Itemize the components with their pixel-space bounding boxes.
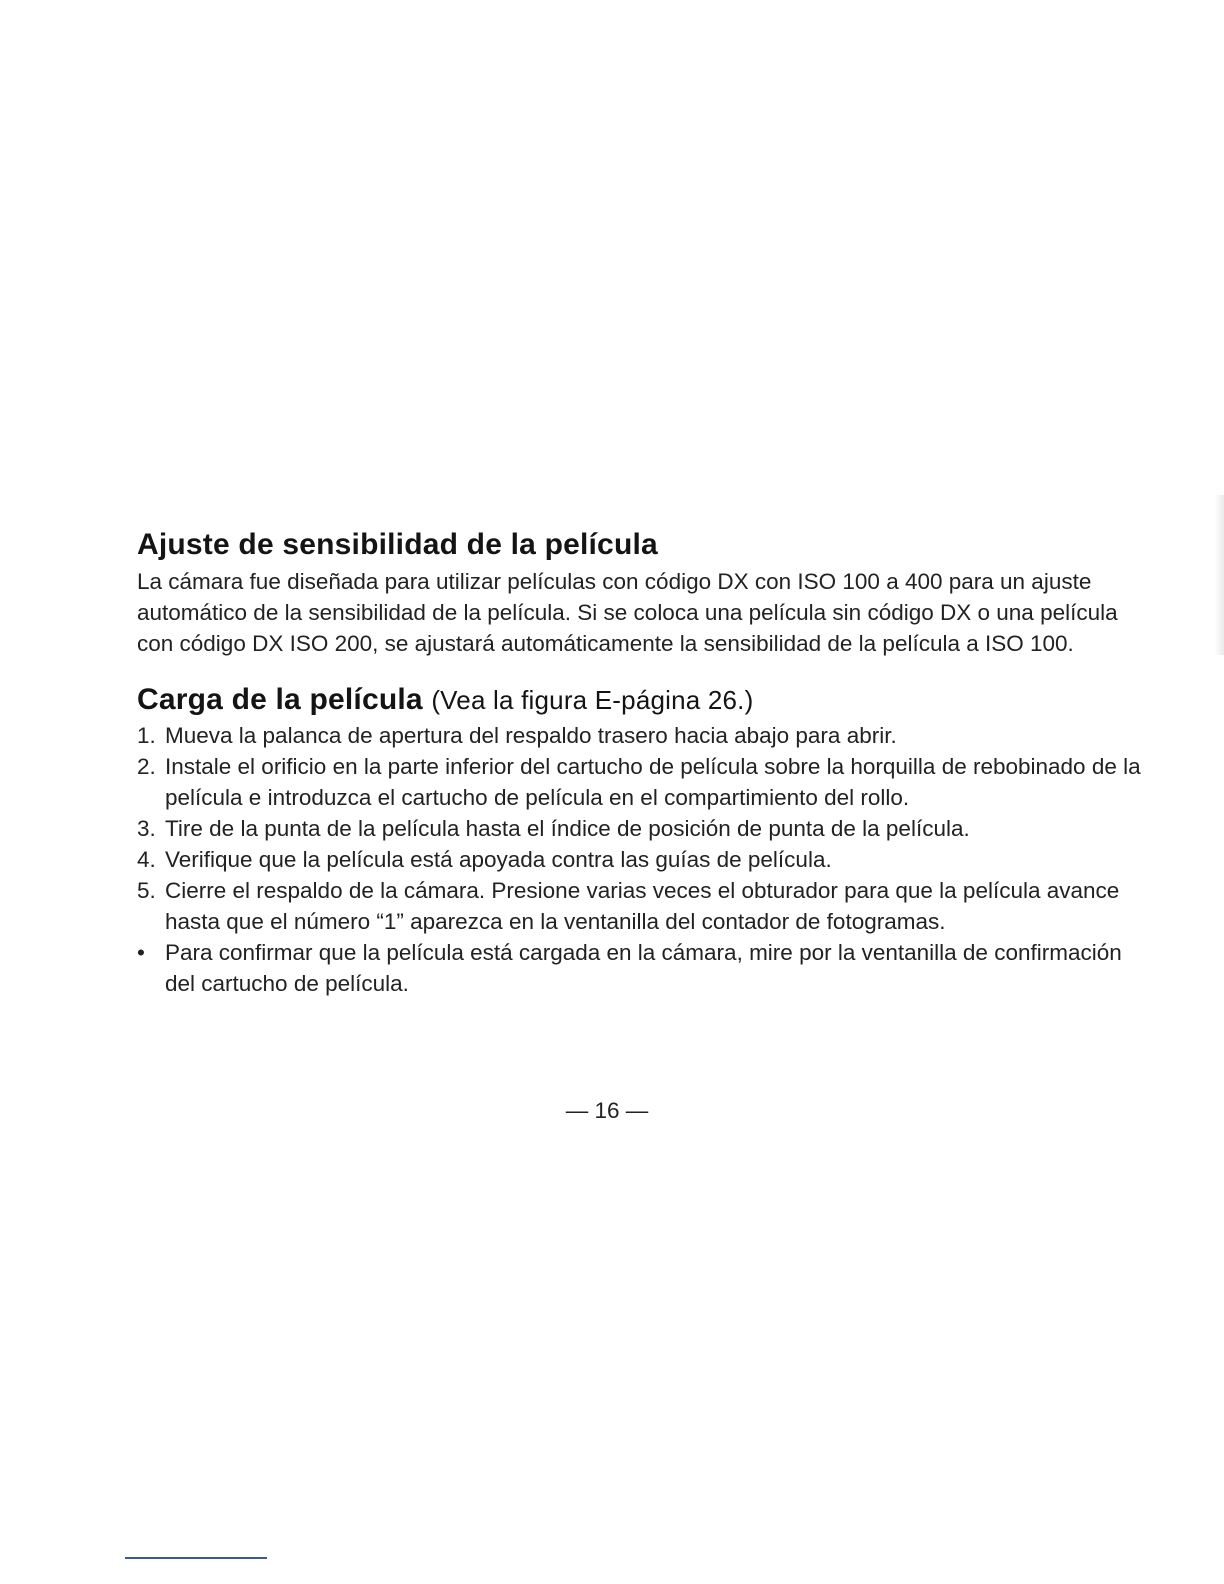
page-content xyxy=(137,528,1147,999)
step-marker: 3. xyxy=(137,816,156,841)
step-text: Tire de la punta de la película hasta el índice de posición de punta de la película. xyxy=(165,816,970,841)
step-text: Instale el orificio en la parte inferior del cartucho de película sobre la horquilla de rebobinado de la película e introduzca el cartucho de película en el compartimiento del rollo. xyxy=(165,754,1141,810)
step-text: Para confirmar que la película está cargada en la cámara, mire por la ventanilla de confirmación del cartucho de película. xyxy=(165,940,1122,996)
step-marker: 2. xyxy=(137,754,156,779)
section-heading-film-loading-text: Carga de la película xyxy=(137,683,423,716)
page-number-text: — 16 — xyxy=(565,1098,649,1123)
bottom-rule-line xyxy=(125,1557,267,1559)
step-text: Cierre el respaldo de la cámara. Presione varias veces el obturador para que la película avance hasta que el número “1” aparezca en la ventanilla del contador de fotogramas. xyxy=(165,878,1120,934)
list-item xyxy=(137,875,1147,937)
figure-reference: (Vea la figura E-página 26.) xyxy=(431,685,754,715)
page-number xyxy=(0,1098,1224,1124)
scan-edge-shadow xyxy=(1214,495,1224,655)
list-item xyxy=(137,813,1147,844)
list-item xyxy=(137,751,1147,813)
step-marker: 1. xyxy=(137,723,156,748)
bullet-marker: • xyxy=(137,940,145,965)
step-marker: 5. xyxy=(137,878,156,903)
step-text: Mueva la palanca de apertura del respaldo trasero hacia abajo para abrir. xyxy=(165,723,897,748)
list-item xyxy=(137,720,1147,751)
list-item xyxy=(137,844,1147,875)
list-item xyxy=(137,937,1147,999)
step-text: Verifique que la película está apoyada contra las guías de película. xyxy=(165,847,832,872)
section-heading-film-loading xyxy=(137,683,1147,717)
film-speed-paragraph: La cámara fue diseñada para utilizar películas con código DX con ISO 100 a 400 para un ajuste automático de la sensibilidad de la película. Si se coloca una película sin código DX o una película con código DX ISO 200, se ajustará automáticamente la sensibilidad de la película a ISO 100. xyxy=(137,569,1118,656)
section-heading-film-speed-text: Ajuste de sensibilidad de la película xyxy=(137,528,658,561)
loading-steps-list xyxy=(137,720,1147,999)
section-heading-film-speed xyxy=(137,528,1147,562)
step-marker: 4. xyxy=(137,847,156,872)
